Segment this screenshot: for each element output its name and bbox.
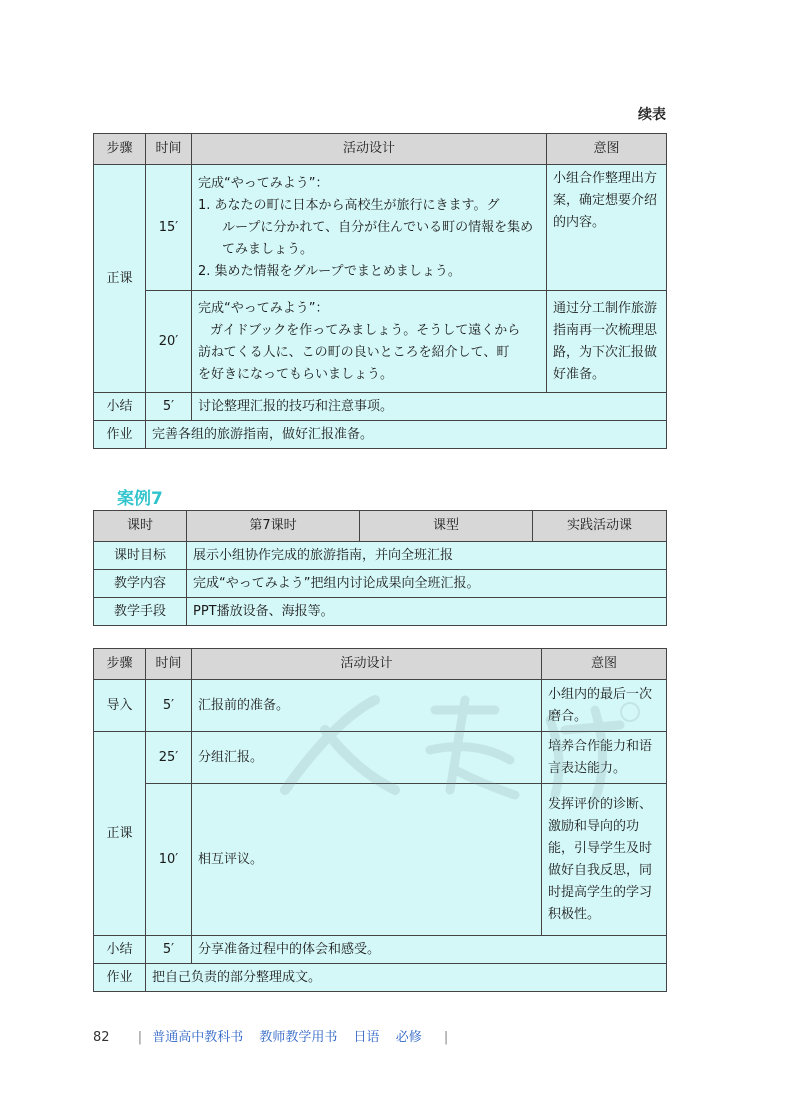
step-cell-zhengke: 正课 (94, 732, 146, 936)
activity-cell: 相互评议。 (192, 784, 542, 936)
time-cell: 25′ (146, 732, 192, 784)
step-cell: 小结 (94, 936, 146, 964)
info-row (94, 542, 667, 570)
lesson-info-table (93, 510, 667, 626)
info-key: 教学手段 (94, 598, 187, 626)
time-cell: 15′ (146, 165, 192, 291)
time-cell: 5′ (146, 680, 192, 732)
case-title: 案例7 (117, 489, 163, 509)
header-intent: 意图 (542, 649, 667, 680)
info-value: PPT播放设备、海报等。 (187, 598, 667, 626)
time-cell: 5′ (146, 393, 192, 421)
activity-cell: 分组汇报。 (192, 732, 542, 784)
header-activity: 活动设计 (192, 134, 547, 165)
time-cell: 20′ (146, 291, 192, 393)
time-cell: 10′ (146, 784, 192, 936)
time-cell: 5′ (146, 936, 192, 964)
info-key: 课时目标 (94, 542, 187, 570)
info-value: 实践活动课 (533, 511, 667, 542)
table-header-row (94, 649, 667, 680)
step-cell-zhengke: 正课 (94, 165, 146, 393)
step-cell: 作业 (94, 964, 146, 992)
activity-line: 訪ねてくる人に、この町の良いところを紹介して、町 (198, 344, 510, 360)
intent-cell: 通过分工制作旅游指南再一次梳理思路，为下次汇报做好准备。 (547, 291, 667, 393)
activity-cell: 讨论整理汇报的技巧和注意事项。 (192, 393, 667, 421)
activity-cell: 把自己负责的部分整理成文。 (146, 964, 667, 992)
info-key: 课型 (360, 511, 533, 542)
activity-cell: 汇报前的准备。 (192, 680, 542, 732)
info-key: 教学内容 (94, 570, 187, 598)
intent-cell: 小组内的最后一次磨合。 (542, 680, 667, 732)
info-value: 展示小组协作完成的旅游指南，并向全班汇报 (187, 542, 667, 570)
info-value: 第7课时 (187, 511, 360, 542)
lesson-activity-table-continued (93, 133, 667, 449)
activity-line: を好きになってもらいましょう。 (198, 366, 394, 382)
intent-cell: 发挥评价的诊断、激励和导向的功能，引导学生及时做好自我反思，同时提高学生的学习积极性。 (542, 784, 667, 936)
activity-line: 完成“やってみよう”： (198, 300, 329, 316)
intent-cell: 培养合作能力和语言表达能力。 (542, 732, 667, 784)
table-row (94, 732, 667, 784)
step-cell: 导入 (94, 680, 146, 732)
page-number: 82 (93, 1030, 110, 1045)
header-time: 时间 (146, 649, 192, 680)
activity-cell (192, 291, 547, 393)
header-step: 步骤 (94, 134, 146, 165)
table-row (94, 421, 667, 449)
lesson-activity-table (93, 648, 667, 992)
continued-label: 续表 (638, 107, 666, 123)
info-key: 课时 (94, 511, 187, 542)
header-step: 步骤 (94, 649, 146, 680)
header-time: 时间 (146, 134, 192, 165)
table-row (94, 291, 667, 393)
activity-cell (192, 165, 547, 291)
table-row (94, 936, 667, 964)
table-row (94, 680, 667, 732)
footer-subject: 日语 (353, 1030, 380, 1045)
table-row (94, 393, 667, 421)
table-row (94, 964, 667, 992)
activity-line: 完成“やってみよう”： (198, 175, 329, 191)
divider: | (137, 1030, 143, 1045)
activity-line: 1. あなたの町に日本から高校生が旅行にきます。グ (198, 197, 500, 213)
table-header-row (94, 134, 667, 165)
footer-guide: 教师教学用书 (259, 1030, 338, 1045)
activity-cell: 分享准备过程中的体会和感受。 (192, 936, 667, 964)
divider: | (443, 1030, 449, 1045)
intent-cell: 小组合作整理出方案，确定想要介绍的内容。 (547, 165, 667, 291)
info-value: 完成“やってみよう”把组内讨论成果向全班汇报。 (187, 570, 667, 598)
step-cell: 作业 (94, 421, 146, 449)
footer-volume: 必修 (395, 1030, 422, 1045)
activity-line: 2. 集めた情報をグループでまとめましょう。 (198, 263, 461, 279)
activity-line: ループに分かれて、自分が住んでいる町の情報を集め (222, 219, 534, 235)
activity-cell: 完善各组的旅游指南，做好汇报准备。 (146, 421, 667, 449)
table-row (94, 165, 667, 291)
table-row (94, 784, 667, 936)
step-cell: 小结 (94, 393, 146, 421)
info-row (94, 598, 667, 626)
footer-book: 普通高中教科书 (152, 1030, 244, 1045)
info-row (94, 570, 667, 598)
header-intent: 意图 (547, 134, 667, 165)
header-activity: 活动设计 (192, 649, 542, 680)
activity-line: ガイドブックを作ってみましょう。そうして遠くから (210, 322, 521, 338)
info-header-row (94, 511, 667, 542)
activity-line: てみましょう。 (222, 241, 314, 257)
page-footer (93, 1026, 454, 1045)
